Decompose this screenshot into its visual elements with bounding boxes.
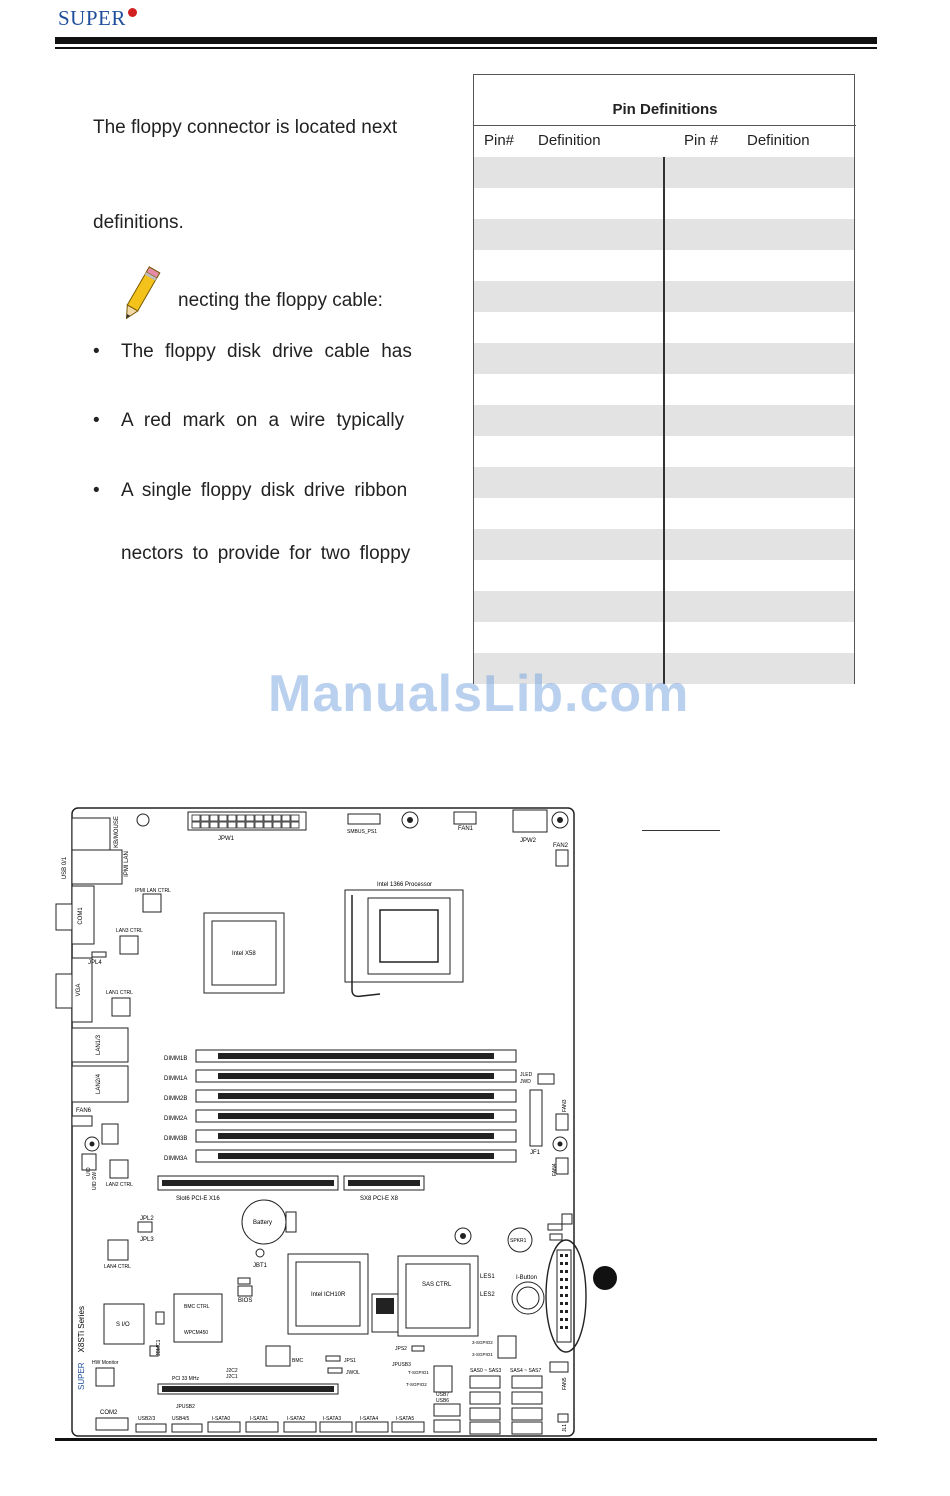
label-vga: VGA <box>76 983 82 997</box>
label-fan1: FAN1 <box>458 826 474 832</box>
label-pci33: PCI 33 MHz <box>172 1376 199 1382</box>
label-smbus: SMBUS_PS1 <box>347 829 378 835</box>
label-kbmouse: KB/MOUSE <box>114 816 120 848</box>
board-series-label: SUPERX8STi Series <box>77 1306 86 1390</box>
label-x58: Intel X58 <box>232 951 256 957</box>
label-ipmilan: IPMI LAN <box>124 851 130 877</box>
label-dimm3b: DIMM3B <box>164 1136 188 1142</box>
col-header-definition: Definition <box>538 132 601 149</box>
label-fan6: FAN6 <box>76 1108 92 1114</box>
label-lan3ctrl: LAN3 CTRL <box>116 928 143 934</box>
label-slot6: Slot6 PCI-E X16 <box>176 1196 220 1202</box>
label-isata3: I-SATA3 <box>323 1416 342 1422</box>
label-lan24: LAN2/4 <box>96 1073 102 1095</box>
label-uid: UID <box>86 1167 92 1176</box>
label-isata4: I-SATA4 <box>360 1416 379 1422</box>
label-bmc: BMC <box>292 1358 304 1364</box>
label-ibutton: I-Button <box>516 1275 538 1281</box>
label-fan5: FAN5 <box>562 1377 568 1390</box>
bullet-3-continuation: nectors to provide for two floppy <box>121 543 411 564</box>
bullet-1-symbol: • <box>93 341 100 362</box>
label-usb6: USB6 <box>436 1398 450 1404</box>
label-dimm2b: DIMM2B <box>164 1096 188 1102</box>
label-lan1ctrl: LAN1 CTRL <box>106 990 133 996</box>
label-isata2: I-SATA2 <box>287 1416 306 1422</box>
label-dimm2a: DIMM2A <box>164 1116 188 1122</box>
label-jpw1: JPW1 <box>218 836 235 842</box>
label-cpu: Intel 1366 Processor <box>377 882 433 888</box>
label-jbmc1: JBMC1 <box>156 1339 162 1356</box>
footer-rule <box>55 1438 877 1441</box>
label-usb23: USB2/3 <box>138 1416 156 1422</box>
label-jps1: JPS1 <box>344 1358 356 1364</box>
label-usb45: USB4/5 <box>172 1416 190 1422</box>
label-jled: JLED <box>520 1072 533 1078</box>
label-ich10r: Intel ICH10R <box>311 1292 346 1298</box>
bullet-3-text: A single floppy disk drive ribbon <box>121 480 408 501</box>
label-jps2: JPS2 <box>395 1346 407 1352</box>
label-les2: LES2 <box>480 1292 495 1298</box>
label-jwol: JWOL <box>346 1370 360 1376</box>
label-usb7: USB7 <box>436 1392 450 1398</box>
label-isata1: I-SATA1 <box>250 1416 269 1422</box>
label-com1: COM1 <box>78 907 84 925</box>
label-les1: LES1 <box>480 1274 495 1280</box>
label-fan2: FAN2 <box>553 843 569 849</box>
intro-line-2: definitions. <box>93 212 184 233</box>
table-title: Pin Definitions <box>612 101 718 118</box>
label-bmcctrl: BMC CTRL <box>184 1304 210 1310</box>
label-isata5: I-SATA5 <box>396 1416 415 1422</box>
callout-marker <box>593 1266 617 1290</box>
label-sio: S I/O <box>116 1322 130 1328</box>
label-sas03: SAS0 ~ SAS3 <box>470 1368 502 1374</box>
label-jbt1: JBT1 <box>253 1263 268 1269</box>
label-jpusb3: JPUSB3 <box>392 1362 411 1368</box>
label-fan3: FAN3 <box>562 1099 568 1112</box>
label-lan13: LAN1/3 <box>96 1034 102 1056</box>
bullet-2-text: A red mark on a wire typically <box>121 410 405 431</box>
label-jpl4: JPL4 <box>88 960 102 966</box>
label-jl1: JL1 <box>562 1423 568 1432</box>
label-j2c1: J2C1 <box>226 1374 238 1380</box>
label-hwmon: HW Monitor <box>92 1360 119 1366</box>
label-tsgpio1: T-SGPIO1 <box>408 1370 429 1375</box>
note-line: necting the floppy cable: <box>178 290 383 311</box>
label-slot5: SX8 PCI-E X8 <box>360 1196 399 1202</box>
label-dimm3a: DIMM3A <box>164 1156 188 1162</box>
label-battery: Battery <box>253 1220 273 1226</box>
label-fan4: FAN4 <box>552 1163 558 1176</box>
label-jwd: JWD <box>520 1079 531 1085</box>
bullet-1-text: The floppy disk drive cable has <box>121 341 412 362</box>
label-jpusb2: JPUSB2 <box>176 1404 195 1410</box>
label-isata0: I-SATA0 <box>212 1416 231 1422</box>
col-header-definition-2: Definition <box>747 132 810 149</box>
label-j2c2: J2C2 <box>226 1368 238 1374</box>
label-lan4ctrl: LAN4 CTRL <box>104 1264 131 1270</box>
bullet-3-symbol: • <box>93 480 100 501</box>
watermark: ManualsLib.com <box>268 665 690 723</box>
label-usb01: USB 0/1 <box>62 856 68 880</box>
label-wpcm: WPCM450 <box>184 1330 209 1336</box>
label-jpl2: JPL2 <box>140 1216 154 1222</box>
label-sgpio2: 3-SGPIO2 <box>472 1340 493 1345</box>
label-uidsw: UID SW <box>92 1171 98 1190</box>
label-bios: BIOS <box>238 1298 253 1304</box>
label-dimm1a: DIMM1A <box>164 1076 188 1082</box>
label-ipmictrl: IPMI LAN CTRL <box>135 888 171 894</box>
label-sgpio1: 3-SGPIO1 <box>472 1352 493 1357</box>
bullet-2-symbol: • <box>93 410 100 431</box>
label-sasctrl: SAS CTRL <box>422 1282 452 1288</box>
label-com2: COM2 <box>100 1410 118 1416</box>
brand-logo: SUPER <box>58 6 137 31</box>
label-jpl3: JPL3 <box>140 1237 154 1243</box>
col-header-pin-2: Pin # <box>684 132 719 149</box>
label-jpw2: JPW2 <box>520 838 537 844</box>
intro-line-1: The floppy connector is located next <box>93 117 398 138</box>
label-tsgpio2: T-SGPIO2 <box>406 1382 427 1387</box>
label-spkr: SPKR1 <box>510 1238 527 1244</box>
label-dimm1b: DIMM1B <box>164 1056 188 1062</box>
label-lan2ctrl: LAN2 CTRL <box>106 1182 133 1188</box>
label-jf1: JF1 <box>530 1150 541 1156</box>
col-header-pin: Pin# <box>484 132 515 149</box>
label-sas47: SAS4 ~ SAS7 <box>510 1368 542 1374</box>
